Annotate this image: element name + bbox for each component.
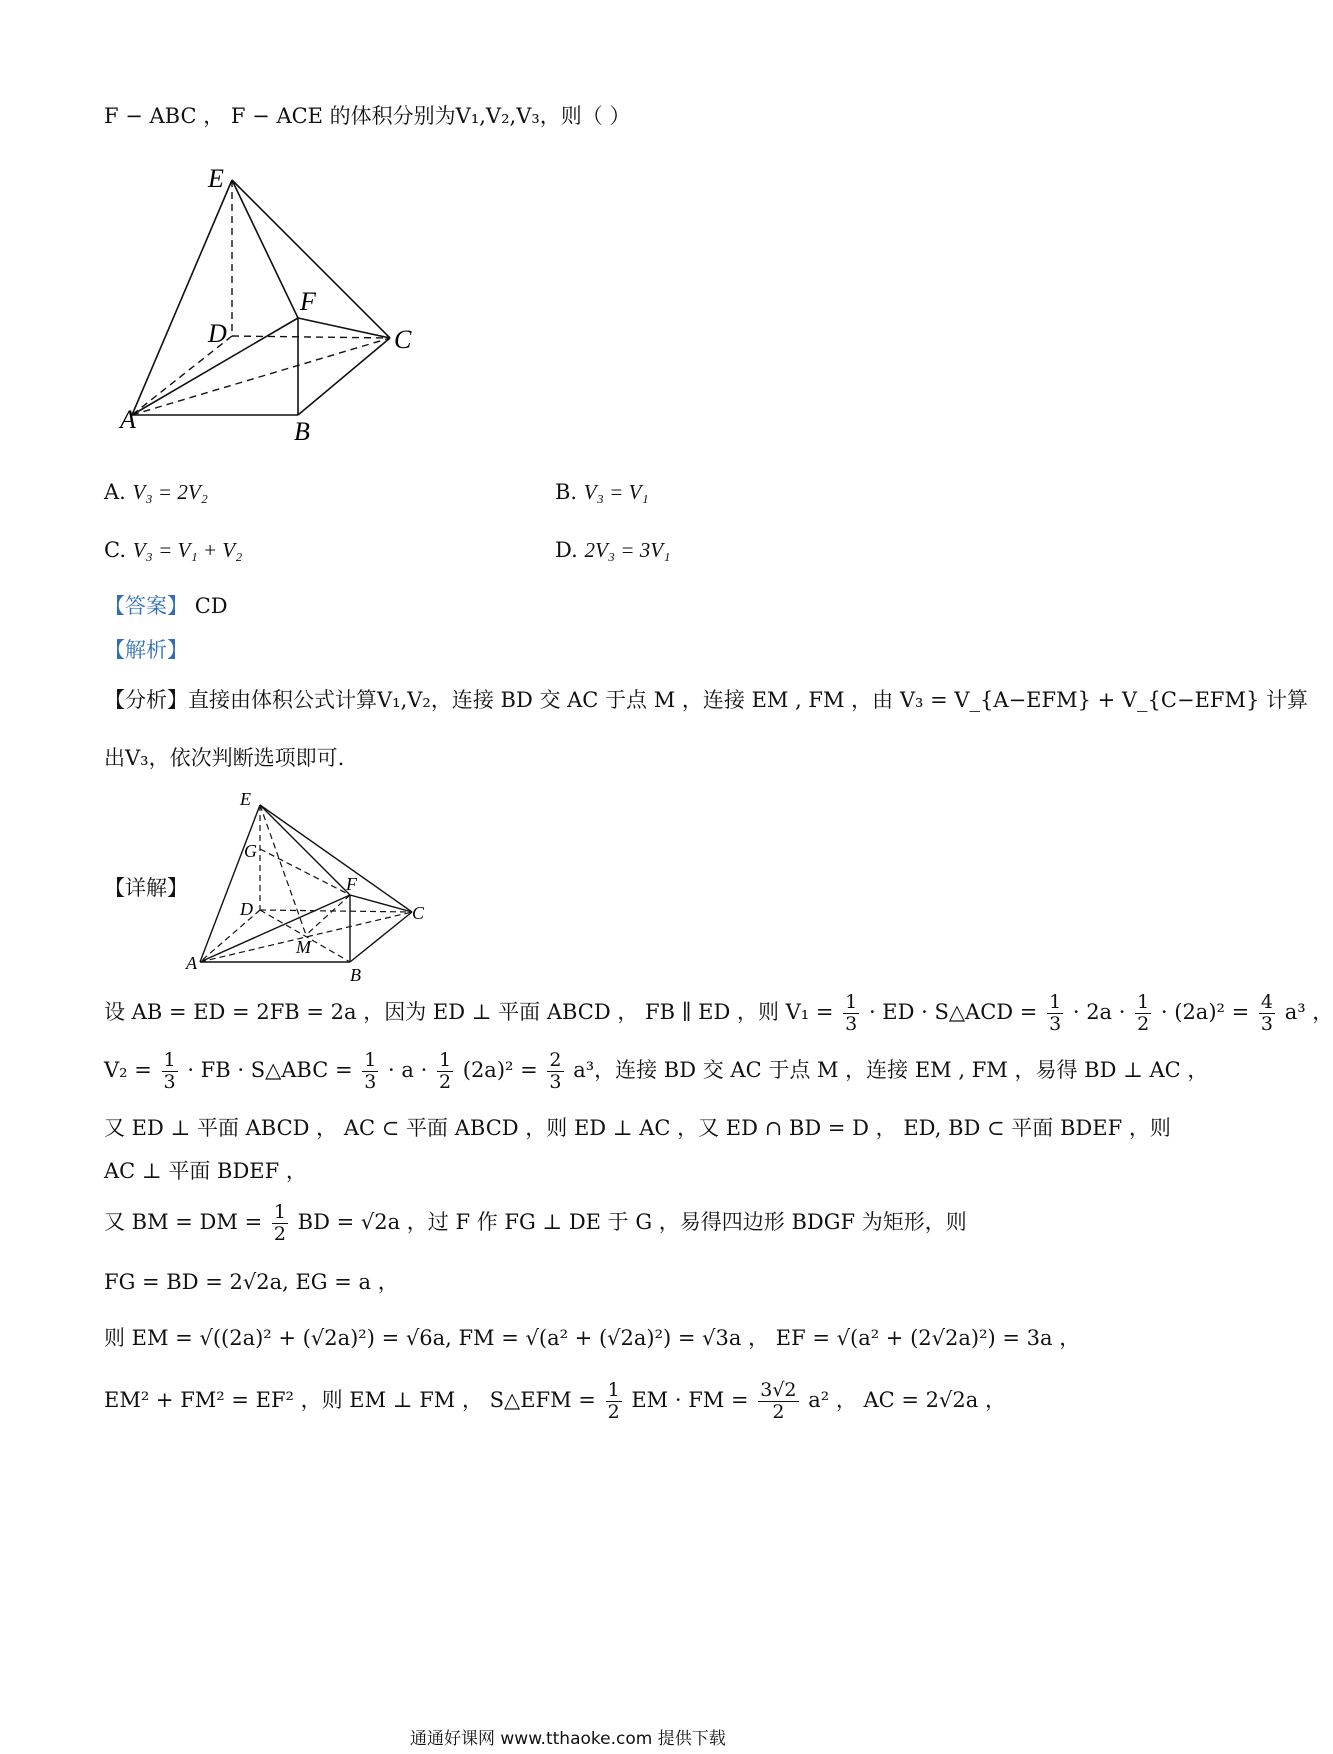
fig2-label-B: B [350, 965, 361, 985]
fraction-one-third [1047, 992, 1063, 1035]
frac-num: 4 [1260, 991, 1273, 1013]
page-footer: 通通好课网 www.tthaoke.com 提供下载 [410, 1729, 726, 1749]
vertex-label-A: A [120, 405, 136, 434]
frac-num: 3√2 [760, 1379, 797, 1401]
fig2-label-F: F [346, 874, 357, 894]
fraction-one-third [843, 992, 859, 1035]
analysis-line-1 [104, 684, 1308, 714]
option-c-letter: C. [104, 538, 126, 562]
fig2-label-C: C [412, 903, 425, 923]
vertex-label-C: C [394, 325, 412, 354]
option-a [104, 480, 208, 505]
fraction-two-thirds [547, 1050, 563, 1093]
sol1-part-e: a³ ， [1284, 999, 1333, 1024]
pyramid-figure-1 [110, 160, 430, 450]
sol2-part-a: V₂ = [104, 1057, 152, 1082]
solution-line-2 [104, 1050, 1208, 1093]
vertex-label-D: D [208, 319, 227, 348]
solution-line-3: 又 ED ⊥ 平面 ABCD ， AC ⊂ 平面 ABCD ，则 ED ⊥ AC ，又 ED ∩ BD = D ， ED, BD ⊂ 平面 BDEF ，则 [104, 1116, 1171, 1140]
sol8-part-c: a² ， AC = 2√2a ， [808, 1387, 1006, 1412]
answer-value: CD [194, 594, 228, 618]
sol2-part-c: · a · [388, 1057, 428, 1082]
frac-num: 1 [438, 1049, 452, 1071]
option-c-text: V₃ = V₁ + V₂ [132, 538, 243, 562]
solution-line-5 [104, 1202, 967, 1245]
frac-num: 1 [1049, 991, 1062, 1013]
solution-line-7: 则 EM = √((2a)² + (√2a)²) = √6a, FM = √(a² + (√2a)²) = √3a ， EF = √(a² + (2√2a)²) = 3a ， [104, 1326, 1081, 1350]
frac-den: 2 [607, 1400, 620, 1423]
frac-den: 3 [364, 1070, 377, 1093]
vertex-label-F: F [300, 287, 316, 316]
option-d [555, 538, 670, 563]
vertex-label-E: E [208, 164, 224, 193]
analysis-tag: 【分析】 [104, 688, 188, 712]
sol1-part-d: · (2a)² = [1160, 999, 1250, 1024]
frac-num: 1 [163, 1049, 176, 1071]
fig2-label-M: M [296, 937, 311, 957]
option-b [555, 480, 649, 505]
answer-tag: 【答案】 [104, 594, 188, 618]
solution-line-8 [104, 1380, 1006, 1423]
sol5-part-a: 又 BM = DM = [104, 1209, 263, 1234]
fraction-three-root2-over-2 [758, 1380, 798, 1423]
fig2-label-G: G [244, 841, 257, 861]
analysis-line-2: 出V₃，依次判断选项即可. [104, 746, 345, 770]
question-stem-line: F − ABC ， F − ACE 的体积分别为V₁,V₂,V₃，则（ ） [104, 104, 631, 128]
frac-num: 1 [364, 1049, 377, 1071]
fraction-one-third [362, 1050, 378, 1093]
sol5-part-b: BD = √2a ，过 F 作 FG ⊥ DE 于 G ，易得四边形 BDGF 为矩形，则 [297, 1209, 967, 1234]
option-b-text: V₃ = V₁ [583, 480, 649, 504]
option-d-letter: D. [555, 538, 578, 562]
solution-line-1 [104, 992, 1333, 1035]
option-a-text: V₃ = 2V₂ [132, 480, 208, 504]
option-b-letter: B. [555, 480, 578, 504]
fraction-four-thirds [1259, 992, 1275, 1035]
solution-line-4: AC ⊥ 平面 BDEF ， [104, 1159, 307, 1183]
option-a-letter: A. [104, 480, 126, 504]
frac-num: 1 [845, 991, 858, 1013]
frac-den: 2 [273, 1222, 286, 1245]
sol2-part-e: a³，连接 BD 交 AC 于点 M ，连接 EM , FM ，易得 BD ⊥ AC ， [573, 1057, 1209, 1082]
fig2-label-E: E [240, 789, 251, 809]
frac-den: 3 [163, 1070, 176, 1093]
frac-den: 2 [1137, 1012, 1150, 1035]
option-d-text: 2V₃ = 3V₁ [584, 538, 671, 562]
frac-den: 2 [772, 1400, 785, 1423]
fraction-one-half [1135, 992, 1151, 1035]
fraction-one-half [606, 1380, 622, 1423]
fraction-one-half [437, 1050, 453, 1093]
sol2-part-d: (2a)² = [462, 1057, 538, 1082]
vertex-label-B: B [294, 417, 310, 446]
sol8-part-b: EM · FM = [631, 1387, 749, 1412]
frac-den: 3 [845, 1012, 858, 1035]
frac-num: 1 [607, 1379, 620, 1401]
fraction-one-half [272, 1202, 288, 1245]
fraction-one-third [162, 1050, 178, 1093]
sol1-part-a: 设 AB = ED = 2FB = 2a ，因为 ED ⊥ 平面 ABCD ， FB ∥ ED ，则 V₁ = [104, 999, 834, 1024]
frac-num: 1 [1137, 991, 1150, 1013]
frac-den: 3 [1049, 1012, 1062, 1035]
fig2-label-A: A [186, 953, 197, 973]
sol1-part-c: · 2a · [1072, 999, 1126, 1024]
analysis-text-1: 直接由体积公式计算V₁,V₂，连接 BD 交 AC 于点 M ，连接 EM , FM ，由 V₃ = V_{A−EFM} + V_{C−EFM} 计算 [188, 688, 1309, 712]
detail-tag: 【详解】 [104, 876, 188, 900]
frac-den: 3 [1260, 1012, 1273, 1035]
jiexi-tag: 【解析】 [104, 638, 188, 662]
sol2-part-b: · FB · S△ABC = [187, 1057, 353, 1082]
sol8-part-a: EM² + FM² = EF² ，则 EM ⊥ FM ， S△EFM = [104, 1387, 596, 1412]
sol1-part-b: · ED · S△ACD = [868, 999, 1038, 1024]
frac-num: 2 [549, 1049, 562, 1071]
frac-den: 2 [438, 1070, 452, 1093]
frac-den: 3 [549, 1070, 562, 1093]
option-c [104, 538, 242, 563]
answer-line [104, 590, 228, 620]
fig2-label-D: D [240, 899, 253, 919]
pyramid-figure-2 [180, 785, 440, 985]
frac-num: 1 [273, 1201, 286, 1223]
solution-line-6: FG = BD = 2√2a, EG = a ， [104, 1270, 399, 1294]
